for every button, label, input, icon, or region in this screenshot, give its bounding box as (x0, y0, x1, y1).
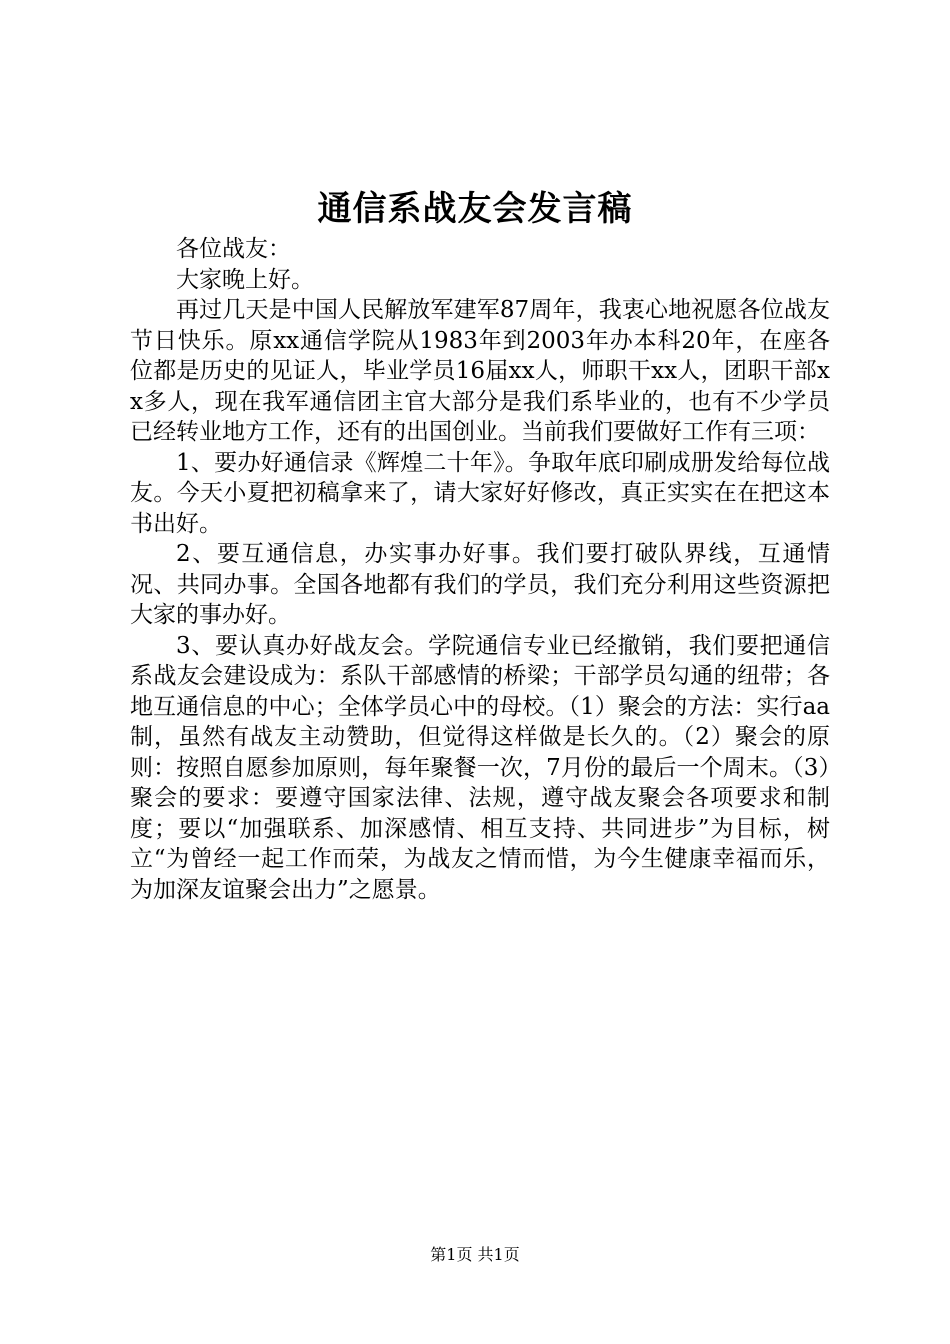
paragraph-item-2: 2、要互通信息，办实事办好事。我们要打破队界线，互通情况、共同办事。全国各地都有我们的学员，我们充分利用这些资源把大家的事办好。 (130, 541, 830, 628)
document-title: 通信系战友会发言稿 (317, 189, 633, 229)
paragraph-item-3: 3、要认真办好战友会。学院通信专业已经撤销，我们要把通信系战友会建设成为：系队干部感情的桥梁；干部学员勾通的纽带；各地互通信息的中心；全体学员心中的母校。（1）聚会的方法：实行aa制，虽然有战友主动赞助，但觉得这样做是长久的。（2）聚会的原则：按照自愿参加原则，每年聚餐一次，7月份的最后一个周末。（3）聚会的要求：要遵守国家法律、法规，遵守战友聚会各项要求和制度；要以“加强联系、加深感情、相互支持、共同进步”为目标，树立“为曾经一起工作而荣，为战友之情而惜，为今生健康幸福而乐，为加深友谊聚会出力”之愿景。 (130, 632, 830, 903)
paragraph-greeting: 各位战友： (176, 236, 291, 262)
paragraph-item-1: 1、要办好通信录《辉煌二十年》。争取年底印刷成册发给每位战友。今天小夏把初稿拿来了，请大家好好修改，真正实实在在把这本书出好。 (130, 449, 830, 537)
paragraph-salutation: 大家晚上好。 (176, 266, 314, 293)
page-footer: 第1页 共1页 (430, 1245, 520, 1264)
paragraph-intro: 再过几天是中国人民解放军建军87周年，我衷心地祝愿各位战友节日快乐。原xx通信学院从1983年到2003年办本科20年，在座各位都是历史的见证人，毕业学员16届xx人，师职干xx人，团职干部xx多人，现在我军通信团主官大部分是我们系毕业的，也有不少学员已经转业地方工作，还有的出国创业。当前我们要做好工作有三项： (130, 297, 830, 445)
document-body (130, 234, 830, 905)
